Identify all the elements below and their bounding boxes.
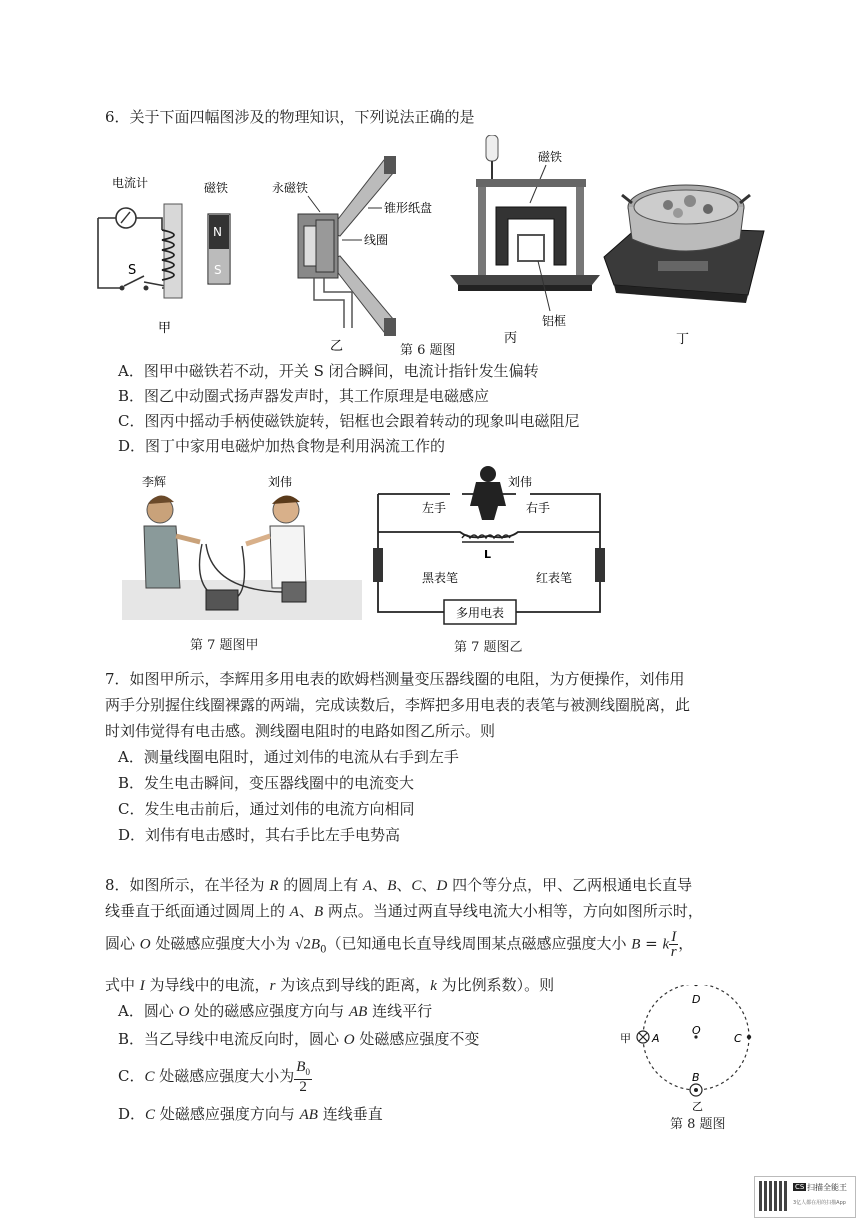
q8-option-b: B．当乙导线中电流反向时，圆心 O 处磁感应强度不变 bbox=[118, 1030, 480, 1048]
label-O: O bbox=[692, 1024, 701, 1037]
figure-8-caption: 第 8 题图 bbox=[670, 1117, 726, 1132]
q6-stem: 6．关于下面四幅图涉及的物理知识，下列说法正确的是 bbox=[105, 108, 475, 126]
crank-handle-icon bbox=[486, 135, 498, 161]
q8-option-a: A．圆心 O 处的磁感应强度方向与 AB 连线平行 bbox=[118, 1002, 433, 1020]
fig-bing-label: 丙 bbox=[504, 331, 518, 346]
q6-option-a: A．图甲中磁铁若不动，开关 S 闭合瞬间，电流计指针发生偏转 bbox=[118, 362, 539, 380]
figure-8 bbox=[610, 985, 760, 1115]
figure-7-yi-caption: 第 7 题图乙 bbox=[454, 640, 523, 655]
figure-6-jia bbox=[92, 170, 252, 350]
figure-6-caption: 第 6 题图 bbox=[400, 343, 456, 358]
red-probe-icon bbox=[595, 548, 605, 582]
label-A: A bbox=[652, 1032, 660, 1045]
q8-option-d: D．C 处磁感应强度方向与 AB 连线垂直 bbox=[118, 1105, 383, 1123]
q7-option-d: D．刘伟有电击感时，其右手比左手电势高 bbox=[118, 826, 401, 844]
pole-n: N bbox=[213, 225, 222, 239]
aluminum-frame-icon bbox=[518, 235, 544, 261]
figure-6-bing bbox=[450, 135, 600, 350]
inductor-L: L bbox=[484, 548, 492, 561]
transformer-icon bbox=[282, 582, 306, 602]
right-hand-label: 右手 bbox=[526, 501, 551, 515]
scanner-watermark bbox=[754, 1176, 856, 1218]
switch-label: S bbox=[128, 263, 137, 278]
q8-stem-1: 8．如图所示，在半径为 R 的圆周上有 A、B、C、D 四个等分点，甲、乙两根通电长直导 bbox=[105, 876, 693, 894]
label-C: C bbox=[734, 1032, 742, 1045]
q7-option-c: C．发生电击前后，通过刘伟的电流方向相同 bbox=[118, 800, 415, 818]
left-hand-label: 左手 bbox=[422, 501, 447, 515]
person-icon bbox=[480, 466, 496, 482]
label-yi: 乙 bbox=[692, 1100, 703, 1113]
figure-6-yi bbox=[268, 150, 450, 355]
galvanometer-icon bbox=[116, 208, 136, 228]
figure-7-jia-caption: 第 7 题图甲 bbox=[190, 638, 259, 653]
app-name: 扫描全能王 bbox=[807, 1183, 847, 1192]
figure-7-jia bbox=[122, 470, 362, 620]
magnet2-label: 磁铁 bbox=[538, 150, 563, 164]
app-tagline: 3亿人都在用的扫描App bbox=[793, 1200, 846, 1206]
ammeter-label: 电流计 bbox=[112, 176, 149, 190]
q6-option-b: B．图乙中动圈式扬声器发声时，其工作原理是电磁感应 bbox=[118, 387, 490, 405]
cone-label: 锥形纸盘 bbox=[384, 201, 433, 215]
label-jia: 甲 bbox=[620, 1032, 631, 1045]
name-lihui: 李辉 bbox=[142, 475, 167, 489]
red-probe-label: 红表笔 bbox=[536, 571, 573, 585]
person-name: 刘伟 bbox=[508, 475, 533, 489]
q7-stem-1: 7．如图甲所示，李辉用多用电表的欧姆档测量变压器线圈的电阻，为方便操作，刘伟用 bbox=[105, 670, 685, 688]
meter-label: 多用电表 bbox=[456, 606, 505, 620]
figure-6-ding bbox=[598, 165, 768, 350]
black-probe-label: 黑表笔 bbox=[422, 571, 459, 585]
q6-option-d: D．图丁中家用电磁炉加热食物是利用涡流工作的 bbox=[118, 437, 446, 455]
qr-code-icon bbox=[759, 1181, 789, 1211]
q7-option-a: A．测量线圈电阻时，通过刘伟的电流从右手到左手 bbox=[118, 748, 459, 766]
name-liuwei-label: 刘伟 bbox=[268, 475, 293, 489]
multimeter-icon bbox=[206, 590, 238, 610]
coil-label: 线圈 bbox=[364, 233, 389, 247]
perm-magnet-label: 永磁铁 bbox=[272, 181, 309, 195]
black-probe-icon bbox=[373, 548, 383, 582]
fig-jia-label: 甲 bbox=[158, 321, 172, 336]
fig-ding-label: 丁 bbox=[676, 332, 690, 347]
figure-7-yi-circuit bbox=[370, 462, 610, 632]
q8-option-c: C．C 处磁感应强度大小为 $\frac{B_0}{2}$ bbox=[118, 1059, 310, 1095]
label-B: B bbox=[692, 1071, 700, 1084]
app-badge: CS bbox=[795, 1183, 805, 1191]
q7-option-b: B．发生电击瞬间，变压器线圈中的电流变大 bbox=[118, 774, 415, 792]
magnet-label: 磁铁 bbox=[204, 181, 229, 195]
al-frame-label: 铝框 bbox=[542, 314, 567, 328]
q7-stem-3: 时刘伟觉得有电击感。测线圈电阻时的电路如图乙所示。则 bbox=[105, 722, 496, 740]
q8-stem-3: 圆心 O 处磁感应强度大小为 $√2B_0$（已知通电长直导线周围某点磁感应强度大小 B = k $\frac{I}{r}$ ， bbox=[105, 929, 694, 960]
q8-stem-4: 式中 I 为导线中的电流，r 为该点到导线的距离，k 为比例系数）。则 bbox=[105, 976, 555, 994]
q7-stem-2: 两手分别握住线圈裸露的两端，完成读数后，李辉把多用电表的表笔与被测线圈脱离，此 bbox=[105, 696, 691, 714]
label-D: D bbox=[692, 993, 701, 1006]
fig-yi-label: 乙 bbox=[330, 339, 344, 354]
q6-option-c: C．图丙中摇动手柄使磁铁旋转，铝框也会跟着转动的现象叫电磁阻尼 bbox=[118, 412, 580, 430]
pole-s: S bbox=[214, 263, 222, 277]
q8-stem-2: 线垂直于纸面通过圆周上的 A、B 两点。当通过两直导线电流大小相等，方向如图所示时， bbox=[105, 902, 703, 920]
